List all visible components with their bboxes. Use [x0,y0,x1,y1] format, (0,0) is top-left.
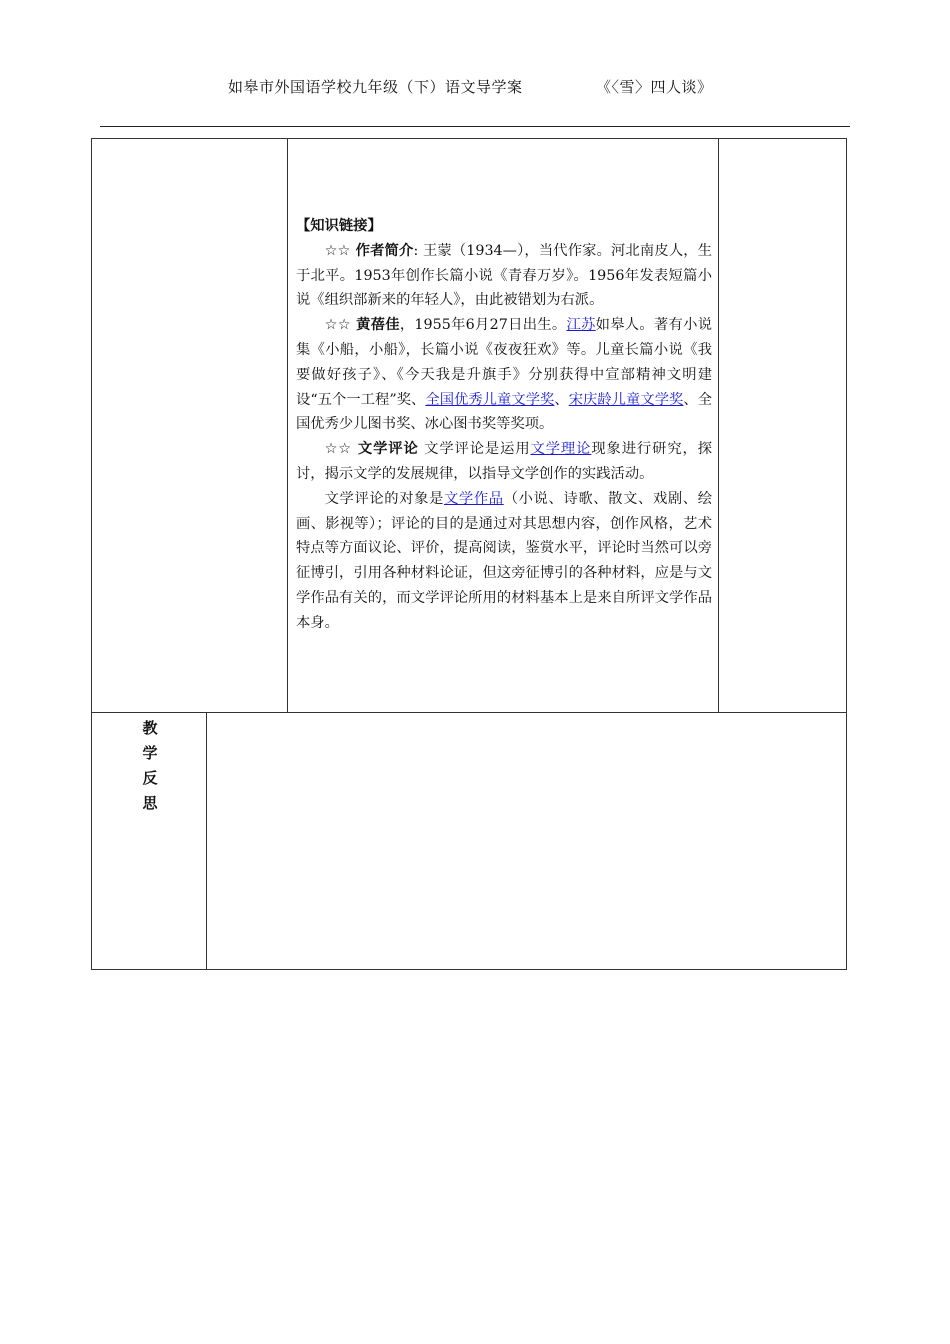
link-literary-theory[interactable]: 文学理论 [530,441,592,458]
object-text-2: （小说、诗歌、散文、戏剧、绘画、影视等）；评论的目的是通过对其思想内容，创作风格，艺术特点等方面议论、评价，提高阅读，鉴赏水平，评论时当然可以旁征博引，引用各种材料论证，但这旁征博引的各种材料，应是与文学作品有关的，而文学评论所用的材料基本上是来自所评文学作品本身。 [296,490,713,631]
link-national-children-lit-award[interactable]: 全国优秀儿童文学奖 [425,391,555,408]
huang-stars: ☆☆ [324,317,357,334]
criticism-label: 文学评论 [357,441,419,458]
link-literary-works[interactable]: 文学作品 [444,490,504,507]
criticism-text-2: 现象进行研究，探讨，揭示文学的发展规律，以指导文学创作的实践活动。 [296,441,713,482]
reflection-char: 思 [142,794,158,812]
page-header [0,76,950,102]
knowledge-heading: 【知识链接】 [296,218,382,234]
column-divider-left [287,139,288,712]
reflection-char: 反 [142,769,158,787]
huang-paragraph [296,313,712,437]
criticism-stars: ☆☆ [324,441,358,458]
reflection-label [142,716,158,816]
link-jiangsu[interactable]: 江苏 [566,317,596,334]
huang-text-3: 、 [554,391,569,408]
criticism-paragraph [296,437,712,487]
author-intro-label: 作者简介 [355,242,414,259]
huang-text-4: 、全国优秀少儿图书奖、冰心图书奖等奖项。 [296,391,713,433]
criticism-object-paragraph [296,487,712,636]
author-intro-paragraph [296,239,712,313]
lesson-title: 《〈雪〉四人谈》 [596,78,713,96]
huang-text-2: 如皋人。著有小说集《小船，小船》，长篇小说《夜夜狂欢》等。儿童长篇小说《我要做好孩子》、《今天我是升旗手》分别获得中宣部精神文明建设“五个一工程”奖、 [296,317,713,408]
author-intro-text: : 王蒙（1934—），当代作家。河北南皮人，生于北平。1953年创作长篇小说《青春万岁》。1956年发表短篇小说《组织部新来的年轻人》，由此被错划为右派。 [296,242,712,309]
object-text-1: 文学评论的对象是 [324,490,444,507]
header-divider [100,126,850,127]
reflection-row [91,712,847,970]
reflection-char: 学 [142,744,158,762]
huang-label: 黄蓓佳 [356,317,400,334]
column-divider-right [718,139,719,712]
author-stars: ☆☆ [324,242,356,259]
reflection-char: 教 [142,719,158,737]
knowledge-section [296,214,712,636]
link-song-qingling-award[interactable]: 宋庆龄儿童文学奖 [568,391,684,408]
huang-text-1: ，1955年6月27日出生。 [399,317,567,334]
criticism-text-1: 文学评论是运用 [418,441,531,458]
school-title: 如皋市外国语学校九年级（下）语文导学案 [228,78,523,96]
reflection-divider [206,713,207,969]
